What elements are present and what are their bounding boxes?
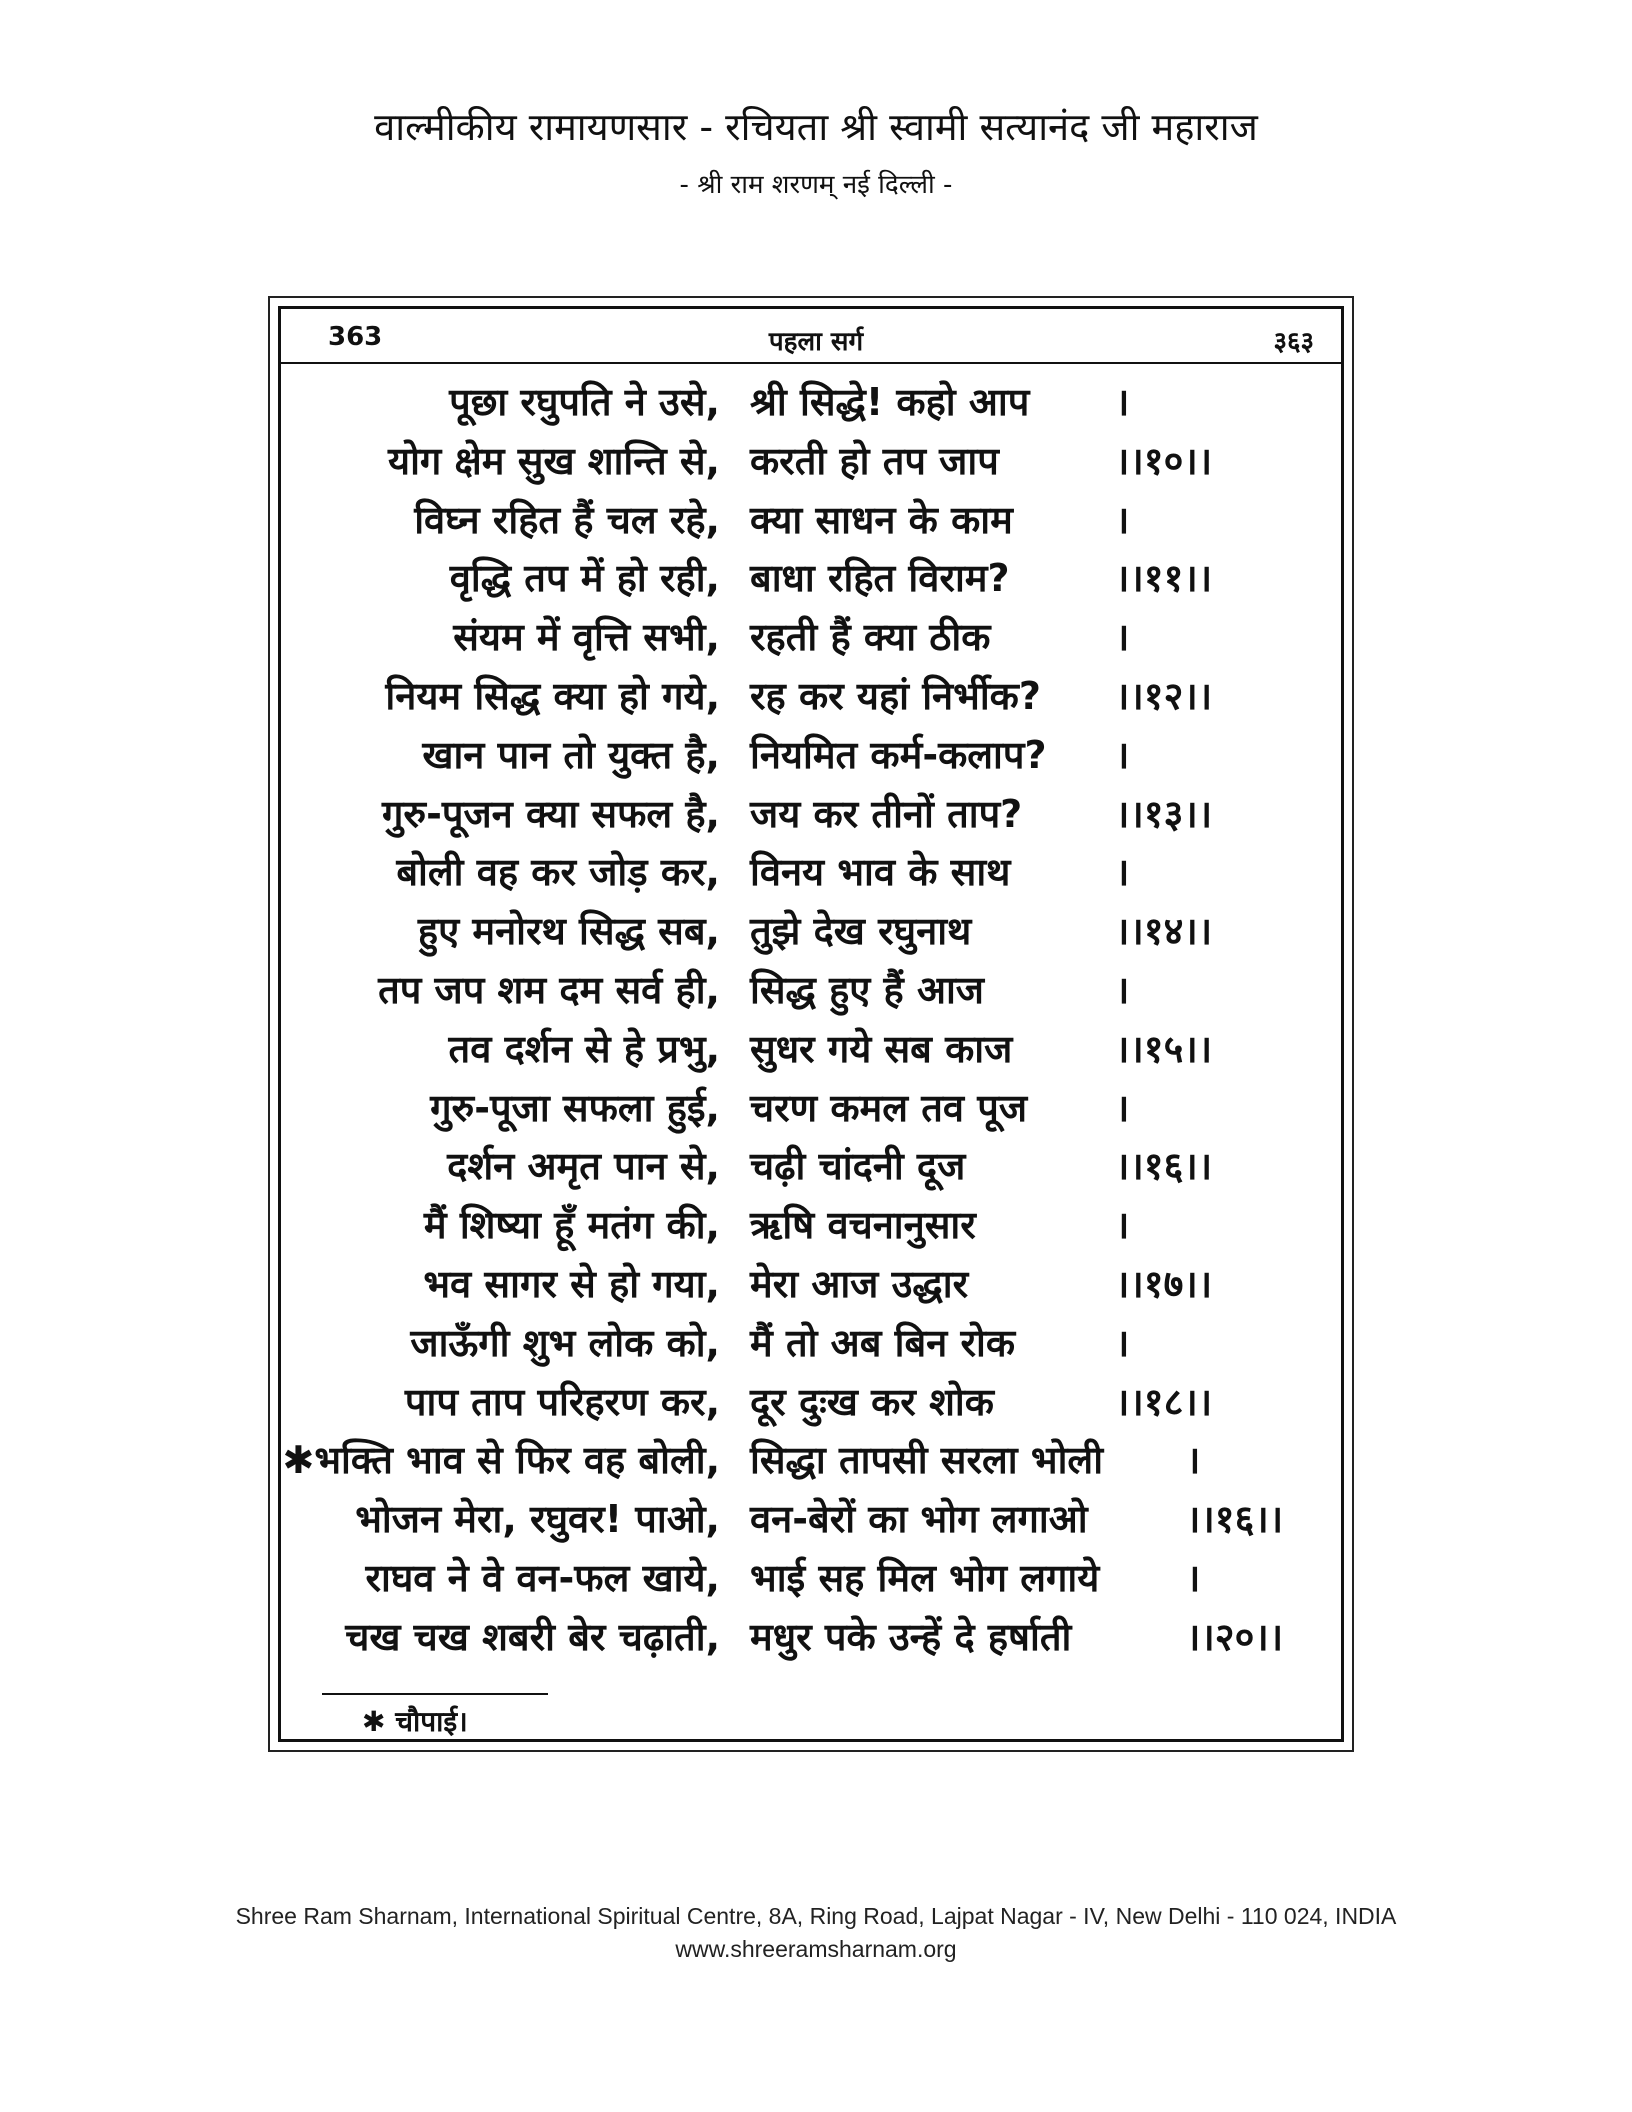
verse-line: [0, 434, 1632, 494]
verse-line: [0, 1022, 1632, 1082]
chapter-title: पहला सर्ग: [768, 327, 864, 357]
verse-first-half: नियम सिद्ध क्या हो गये,: [385, 674, 720, 718]
header-rule: [281, 362, 1341, 364]
publisher-line: - श्री राम शरणम् नई दिल्ली -: [679, 170, 953, 200]
verse-line: [0, 1257, 1632, 1317]
verse-end-mark: ।।१३।।: [1115, 791, 1213, 836]
verse-second-half: भाई सह मिल भोग लगाये: [750, 1556, 1100, 1600]
verse-first-half: पाप ताप परिहरण कर,: [404, 1379, 720, 1424]
verse-second-half: चरण कमल तव पूज: [750, 1085, 1028, 1130]
verse-line: [0, 493, 1632, 553]
verse-line: [0, 728, 1632, 788]
verse-line: [0, 787, 1632, 847]
verse-first-half: भोजन मेरा, रघुवर! पाओ,: [355, 1497, 720, 1542]
footer-address: Shree Ram Sharnam, International Spiritual Centre, 8A, Ring Road, Lajpat Nagar - IV, New Delhi - 110 024, INDIA: [235, 1903, 1397, 1929]
verse-end-mark: ।।१०।।: [1115, 438, 1213, 483]
verse-end-mark: ।: [1186, 1438, 1201, 1483]
page-number-arabic: 363: [328, 322, 383, 352]
verse-line: [0, 1492, 1632, 1552]
verse-first-half: जाऊँगी शुभ लोक को,: [410, 1320, 720, 1365]
verse-second-half: मैं तो अब बिन रोक: [750, 1320, 1016, 1365]
verse-end-mark: ।: [1115, 380, 1130, 424]
verse-second-half: नियमित कर्म-कलाप?: [750, 732, 1047, 777]
verse-first-half: मैं शिष्या हूँ मतंग की,: [423, 1203, 720, 1248]
verse-end-mark: ।।१७।।: [1115, 1262, 1213, 1306]
footnote-rule: [322, 1693, 548, 1695]
verse-second-half: जय कर तीनों ताप?: [750, 791, 1023, 836]
verse-end-mark: ।: [1115, 850, 1130, 895]
verse-first-half: पूछा रघुपति ने उसे,: [449, 380, 720, 424]
verse-line: [0, 551, 1632, 611]
verse-line: [0, 1551, 1632, 1611]
verse-line: [0, 375, 1632, 435]
verse-line: [0, 1081, 1632, 1141]
verse-first-half: संयम में वृत्ति सभी,: [453, 615, 720, 660]
verse-second-half: रहती हैं क्या ठीक: [750, 615, 991, 660]
verse-second-half: करती हो तप जाप: [750, 438, 999, 483]
verse-line: [0, 963, 1632, 1023]
footnote: ✱ चौपाई।: [362, 1705, 468, 1738]
verse-end-mark: ।।२०।।: [1186, 1614, 1284, 1659]
verse-first-half: हुए मनोरथ सिद्ध सब,: [417, 909, 720, 954]
verse-end-mark: ।: [1186, 1556, 1201, 1600]
book-title: वाल्मीकीय रामायणसार - रचियता श्री स्वामी सत्यानंद जी महाराज: [374, 105, 1258, 149]
verse-first-half: दर्शन अमृत पान से,: [447, 1144, 720, 1189]
verse-second-half: चढ़ी चांदनी दूज: [750, 1144, 966, 1189]
verse-second-half: सुधर गये सब काज: [750, 1026, 1013, 1071]
verse-second-half: मधुर पके उन्हें दे हर्षाती: [750, 1614, 1072, 1659]
verse-first-half: वृद्धि तप में हो रही,: [449, 556, 720, 601]
verse-second-half: विनय भाव के साथ: [750, 850, 1011, 895]
verse-end-mark: ।।१८।।: [1115, 1379, 1213, 1424]
verse-line: [0, 904, 1632, 964]
verse-second-half: ऋषि वचनानुसार: [750, 1203, 976, 1248]
verse-second-half: बाधा रहित विराम?: [750, 556, 1010, 601]
verse-line: [0, 610, 1632, 670]
verse-end-mark: ।।१६।।: [1115, 1144, 1213, 1189]
verse-first-half: तव दर्शन से हे प्रभु,: [448, 1026, 720, 1071]
verse-first-half: चख चख शबरी बेर चढ़ाती,: [345, 1614, 720, 1659]
verse-end-mark: ।: [1115, 615, 1130, 660]
verse-line: [0, 1198, 1632, 1258]
verse-end-mark: ।: [1115, 1203, 1130, 1248]
verse-end-mark: ।।१५।।: [1115, 1026, 1213, 1071]
verse-line: [0, 1433, 1632, 1493]
verse-second-half: सिद्ध हुए हैं आज: [750, 968, 984, 1012]
verse-second-half: मेरा आज उद्धार: [750, 1262, 969, 1306]
verse-line: [0, 1610, 1632, 1670]
verse-end-mark: ।: [1115, 732, 1130, 777]
verse-end-mark: ।: [1115, 968, 1130, 1012]
verse-first-half: बोली वह कर जोड़ कर,: [396, 850, 720, 895]
verse-first-half: खान पान तो युक्त है,: [422, 732, 720, 777]
verse-line: [0, 845, 1632, 905]
verse-first-half: ✱भक्ति भाव से फिर वह बोली,: [282, 1438, 720, 1483]
verse-second-half: क्या साधन के काम: [750, 497, 1013, 542]
verse-line: [0, 1316, 1632, 1376]
verse-end-mark: ।।११।।: [1115, 556, 1213, 601]
verse-first-half: गुरु-पूजन क्या सफल है,: [381, 791, 720, 836]
verse-second-half: सिद्धा तापसी सरला भोली: [750, 1438, 1104, 1483]
verse-first-half: भव सागर से हो गया,: [423, 1262, 720, 1306]
verse-first-half: विघ्न रहित हैं चल रहे,: [414, 497, 720, 542]
verse-line: [0, 669, 1632, 729]
verse-first-half: गुरु-पूजा सफला हुई,: [430, 1085, 720, 1130]
verse-end-mark: ।।१२।।: [1115, 674, 1213, 718]
verse-end-mark: ।।१६।।: [1186, 1497, 1284, 1542]
verse-second-half: दूर दुःख कर शोक: [750, 1379, 994, 1424]
verse-second-half: रह कर यहां निर्भीक?: [750, 674, 1041, 718]
verse-end-mark: ।: [1115, 1320, 1130, 1365]
verse-line: [0, 1375, 1632, 1435]
verse-first-half: राघव ने वे वन-फल खाये,: [365, 1556, 720, 1600]
verse-second-half: श्री सिद्धे! कहो आप: [750, 380, 1030, 424]
verse-line: [0, 1139, 1632, 1199]
verse-second-half: तुझे देख रघुनाथ: [750, 909, 972, 954]
verse-end-mark: ।: [1115, 1085, 1130, 1130]
verse-second-half: वन-बेरों का भोग लगाओ: [750, 1497, 1088, 1542]
verse-end-mark: ।: [1115, 497, 1130, 542]
verse-end-mark: ।।१४।।: [1115, 909, 1213, 954]
verse-first-half: योग क्षेम सुख शान्ति से,: [388, 438, 720, 483]
footer-url: www.shreeramsharnam.org: [675, 1936, 957, 1962]
verse-first-half: तप जप शम दम सर्व ही,: [378, 968, 720, 1012]
page-number-devanagari: ३६३: [1273, 327, 1314, 357]
